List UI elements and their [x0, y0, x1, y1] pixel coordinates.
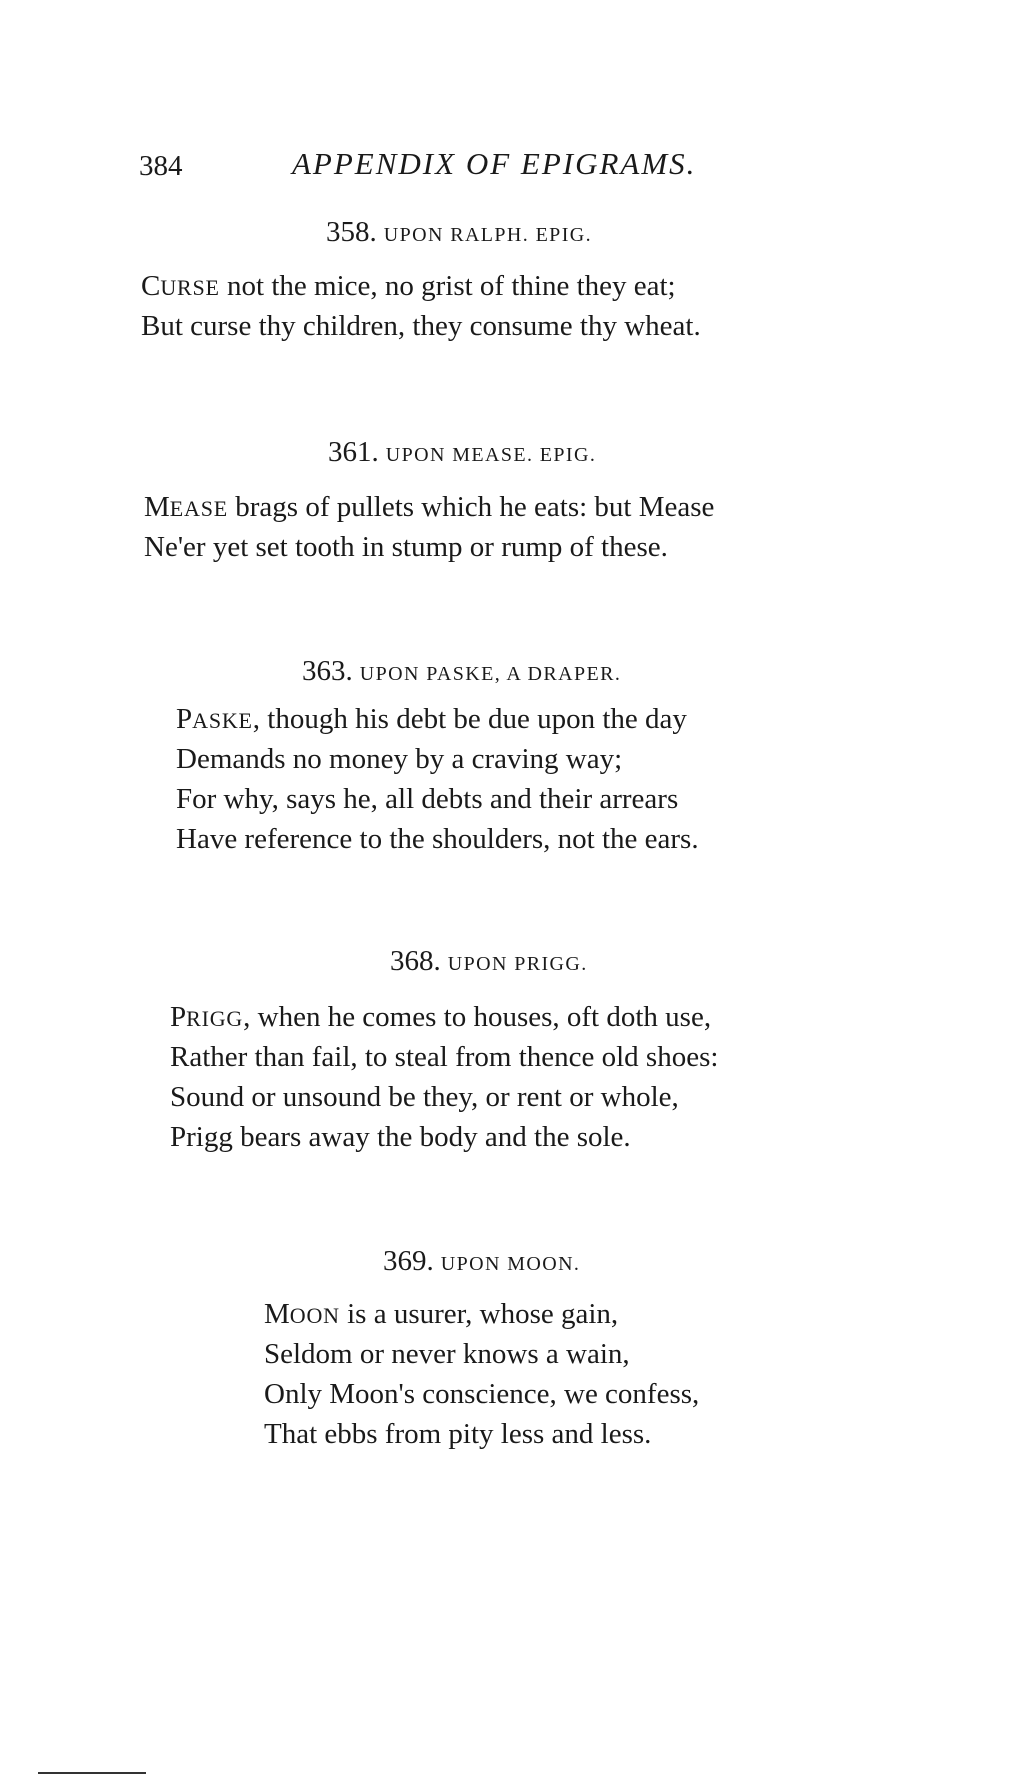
epigram-369-title: [383, 1245, 580, 1278]
epigram-363-poem: [176, 699, 699, 859]
epigram-369-poem: [264, 1294, 699, 1454]
poem-line: MEASE brags of pullets which he eats: but Mease: [144, 491, 715, 523]
epigram-361-poem: [144, 487, 714, 567]
poem-line: Prigg bears away the body and the sole.: [170, 1121, 631, 1153]
epigram-heading: UPON PRIGG.: [447, 953, 588, 975]
epigram-361-title: [328, 436, 596, 469]
poem-line: Rather than fail, to steal from thence old shoes:: [170, 1041, 719, 1073]
poem-line: Seldom or never knows a wain,: [264, 1338, 630, 1370]
running-head: APPENDIX OF EPIGRAMS.: [292, 146, 697, 181]
epigram-heading: UPON MEASE. EPIG.: [385, 444, 597, 466]
epigram-heading: UPON MOON.: [440, 1253, 581, 1275]
epigram-heading: UPON PASKE, A DRAPER.: [359, 663, 622, 685]
epigram-363-title: [302, 655, 621, 688]
page-number: 384: [139, 150, 183, 182]
poem-line: Have reference to the shoulders, not the ears.: [176, 823, 699, 855]
epigram-heading: UPON RALPH. EPIG.: [383, 224, 593, 246]
epigram-number: 368.: [390, 945, 441, 977]
poem-line: CURSE not the mice, no grist of thine they eat;: [141, 270, 676, 302]
epigram-number: 363.: [302, 655, 353, 687]
poem-line: For why, says he, all debts and their arrears: [176, 783, 679, 815]
epigram-number: 361.: [328, 436, 379, 468]
poem-line: PASKE, though his debt be due upon the day: [176, 703, 687, 735]
epigram-368-poem: [170, 997, 718, 1157]
epigram-358-title: [326, 216, 592, 249]
poem-line: MOON is a usurer, whose gain,: [264, 1298, 619, 1330]
epigram-number: 358.: [326, 216, 377, 248]
poem-line: That ebbs from pity less and less.: [264, 1418, 652, 1450]
poem-line: PRIGG, when he comes to houses, oft doth use,: [170, 1001, 712, 1033]
poem-line: Sound or unsound be they, or rent or whole,: [170, 1081, 679, 1113]
epigram-358-poem: [141, 266, 701, 346]
poem-line: Only Moon's conscience, we confess,: [264, 1378, 700, 1410]
poem-line: Ne'er yet set tooth in stump or rump of these.: [144, 531, 668, 563]
poem-line: Demands no money by a craving way;: [176, 743, 623, 775]
footer-rule: [38, 1772, 146, 1774]
epigram-number: 369.: [383, 1245, 434, 1277]
epigram-368-title: [390, 945, 588, 978]
poem-line: But curse thy children, they consume thy wheat.: [141, 310, 701, 342]
